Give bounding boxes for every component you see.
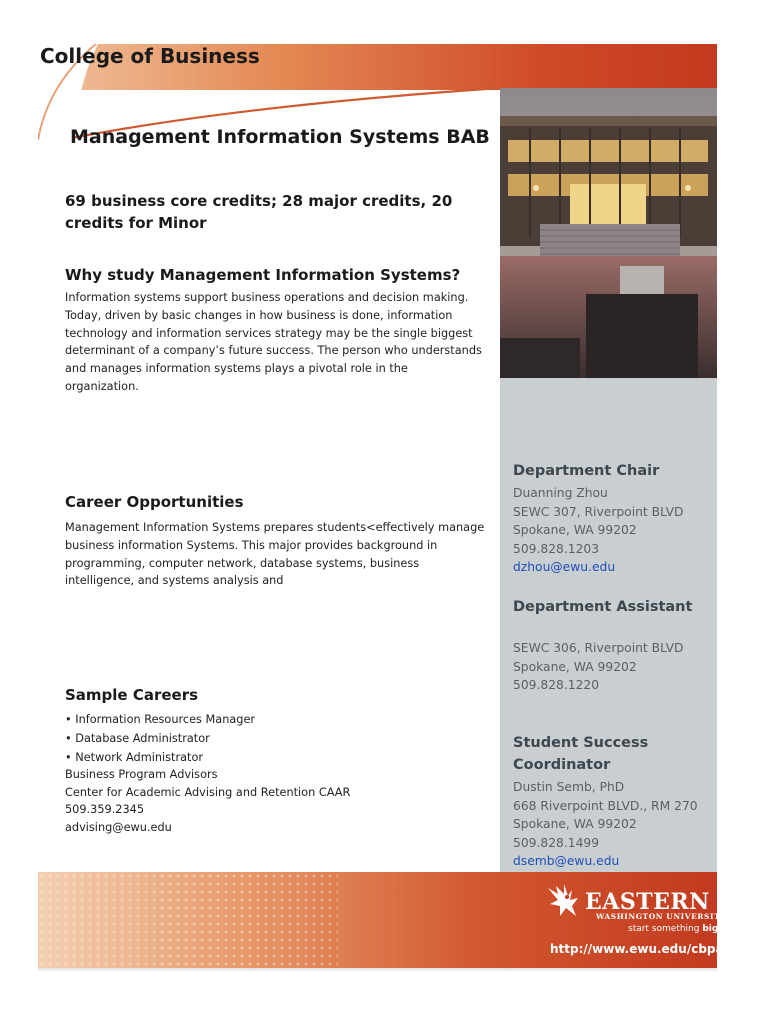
advising-contact <box>65 766 350 836</box>
assistant-city: Spokane, WA 99202 <box>513 659 637 674</box>
coordinator-email-link[interactable]: dsemb@ewu.edu <box>513 854 620 868</box>
advising-phone: 509.359.2345 <box>65 803 145 817</box>
why-heading: Why study Management Information Systems? <box>65 266 461 284</box>
eagle-logo-icon <box>546 880 586 920</box>
advising-line1: Business Program Advisors <box>65 768 218 781</box>
page-title: Management Information Systems BAB <box>70 126 490 148</box>
coordinator-city: Spokane, WA 99202 <box>513 817 637 831</box>
college-title: College of Business <box>40 44 260 68</box>
list-item: • Network Administrator <box>65 751 204 764</box>
chair-email-link[interactable]: dzhou@ewu.edu <box>513 560 616 574</box>
chair-heading: Department Chair <box>513 463 660 479</box>
footer-dot-pattern <box>38 872 338 968</box>
tagline-bold: big <box>702 924 719 934</box>
assistant-heading: Department Assistant <box>513 599 693 615</box>
assistant-address: SEWC 306, Riverpoint BLVD <box>513 641 684 655</box>
assistant-phone: 509.828.1220 <box>513 678 600 692</box>
coordinator-contact <box>513 778 698 871</box>
coordinator-heading-line2: Coordinator <box>513 757 611 773</box>
list-item: • Database Administrator <box>65 732 210 745</box>
coordinator-name: Dustin Semb, PhD <box>513 780 625 794</box>
why-paragraph: Information systems support business operations and decision making. Today, driven by basic changes in how business is done, information technology and information services strategy may be the single biggest determinant of a company’s future success. The person who understands and manages information systems plays a pivotal role in the organization. <box>65 291 482 393</box>
coordinator-address: 668 Riverpoint BLVD., RM 270 <box>513 798 698 813</box>
footer-url-link[interactable]: http://www.ewu.edu/cbpa <box>550 942 724 956</box>
credits-summary: 69 business core credits; 28 major credits, 20 credits for Minor <box>65 192 453 232</box>
chair-contact <box>513 484 683 577</box>
coordinator-phone: 509.828.1499 <box>513 835 600 850</box>
career-heading: Career Opportunities <box>65 493 244 511</box>
coordinator-heading-line1: Student Success <box>513 735 649 751</box>
chair-name: Duanning Zhou <box>513 486 608 500</box>
advising-email[interactable]: advising@ewu.edu <box>65 820 172 834</box>
chair-address: SEWC 307, Riverpoint BLVD <box>513 504 684 519</box>
building-image <box>500 88 717 378</box>
sample-careers-list <box>65 710 255 767</box>
list-item: • Information Resources Manager <box>65 713 256 726</box>
university-name: EASTERN <box>585 889 710 915</box>
career-paragraph: Management Information Systems prepares students<effectively manage business information Systems. This major provides background in programming, computer network, database systems, business intelligence, and systems analysis and <box>65 521 485 588</box>
coordinator-heading <box>513 732 648 776</box>
assistant-contact <box>513 639 683 695</box>
sample-careers-heading: Sample Careers <box>65 686 199 704</box>
building-photo <box>500 88 717 378</box>
chair-phone: 509.828.1203 <box>513 541 600 556</box>
advising-line2: Center for Academic Advising and Retention CAAR <box>65 785 351 799</box>
university-subtitle: WASHINGTON UNIVERSITY <box>596 912 727 921</box>
university-tagline <box>628 924 718 934</box>
page-shadow <box>38 968 717 972</box>
chair-city: Spokane, WA 99202 <box>513 523 637 537</box>
tagline-plain: start something <box>628 924 703 934</box>
